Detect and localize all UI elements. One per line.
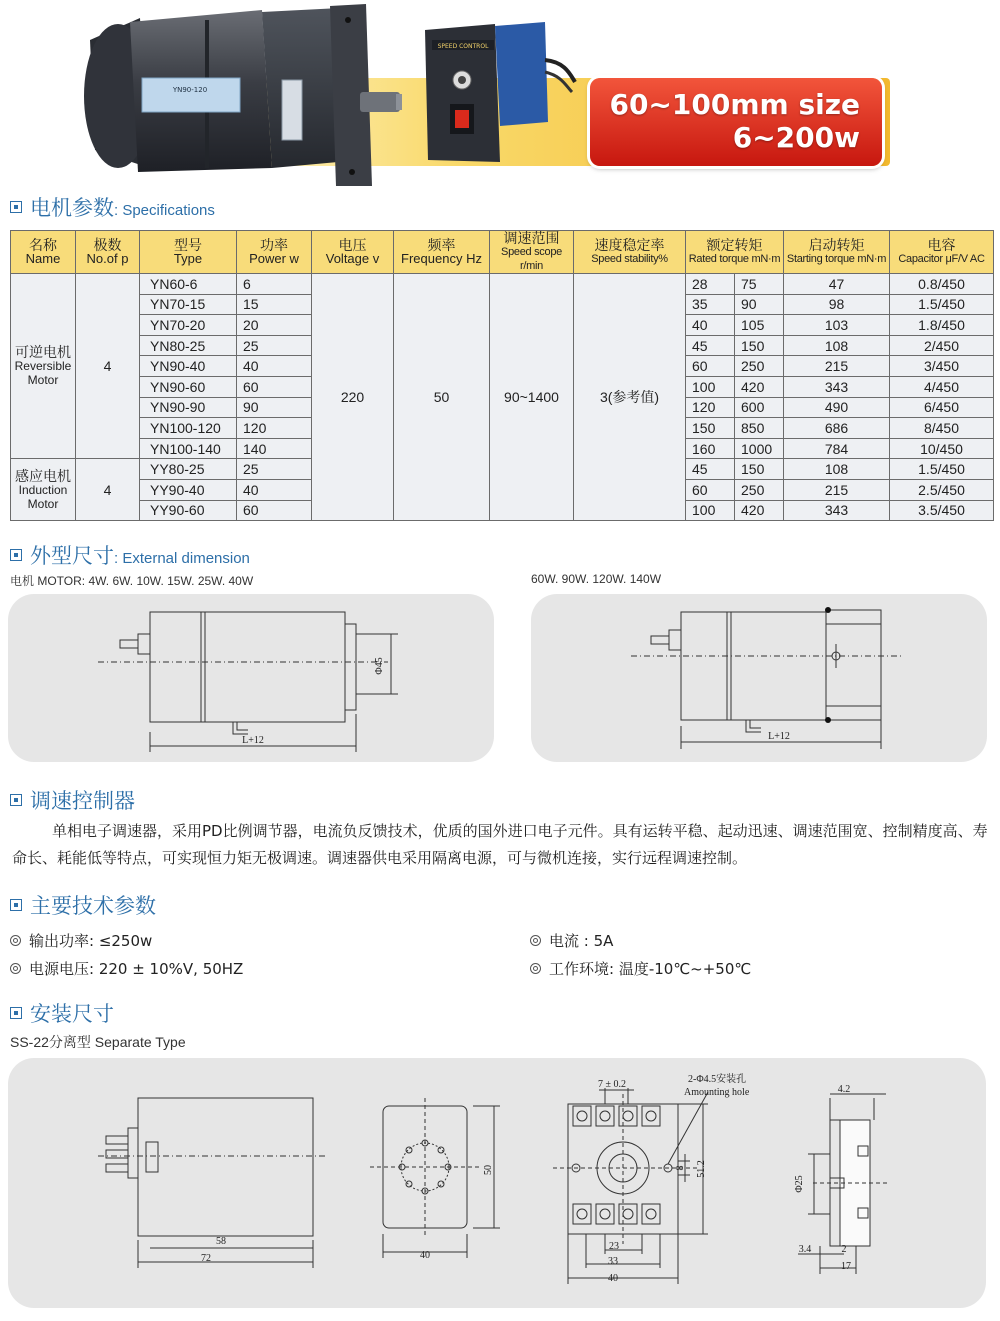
specifications-heading (10, 192, 215, 222)
starting-torque-cell: 108 (784, 459, 890, 480)
header-cn: 额定转矩 (706, 237, 763, 253)
power-cell: 140 (237, 438, 312, 459)
header-en: Name (25, 251, 61, 266)
motor-badge: YN90-120 (172, 86, 208, 94)
dim-40-front: 40 (420, 1250, 430, 1261)
param-text: 输出功率: ≤250w (29, 932, 153, 950)
header-en: No.of p (86, 251, 129, 266)
capacitor-cell: 6/450 (890, 397, 994, 418)
rated-torque-min-cell: 28 (686, 274, 735, 295)
rated-torque-max-cell: 105 (735, 315, 784, 336)
dim-72: 72 (201, 1253, 211, 1264)
stability-cell: 3(参考值) (574, 274, 686, 521)
header-cn: 调速范围 (503, 230, 560, 246)
capacitor-cell: 10/450 (890, 438, 994, 459)
install-subtitle: SS-22分离型 Separate Type (10, 1034, 186, 1050)
param-current (530, 930, 613, 951)
dim-51-2: 51.2 (696, 1160, 707, 1178)
spec-header-cell (312, 231, 394, 274)
header-cn: 启动转矩 (808, 237, 865, 253)
starting-torque-cell: 103 (784, 315, 890, 336)
param-output-power (10, 930, 152, 951)
dim-length-left: L+12 (242, 735, 264, 746)
spec-header-cell (686, 231, 784, 274)
header-cn: 电压 (338, 237, 367, 253)
dim-4-2: 4.2 (837, 1084, 851, 1095)
param-text: 电源电压: 220 ± 10%V, 50HZ (29, 960, 244, 978)
dim-17: 17 (841, 1261, 851, 1272)
group-cn: 感应电机 (15, 467, 71, 484)
motor-left-label: 电机 MOTOR: 4W. 6W. 10W. 15W. 25W. 40W (10, 574, 254, 588)
section-square-icon (10, 549, 22, 561)
type-cell: YN80-25 (140, 335, 237, 356)
rated-torque-max-cell: 600 (735, 397, 784, 418)
main-params-title: 主要技术参数 (30, 894, 156, 918)
dim-phi25: Φ25 (794, 1175, 805, 1193)
power-cell: 120 (237, 418, 312, 439)
capacitor-cell: 0.8/450 (890, 274, 994, 295)
group-cn: 可逆电机 (15, 344, 71, 361)
dim-diameter-45: Φ45 (374, 657, 385, 675)
dim-3-4: 3.4 (798, 1244, 812, 1255)
power-cell: 6 (237, 274, 312, 295)
power-cell: 15 (237, 294, 312, 315)
spec-header-cell (890, 231, 994, 274)
controller-label: SPEED CONTROL (437, 43, 489, 50)
power-cell: 90 (237, 397, 312, 418)
capacitor-cell: 3/450 (890, 356, 994, 377)
rated-torque-max-cell: 150 (735, 335, 784, 356)
section-square-icon (10, 794, 22, 806)
product-banner (0, 0, 1000, 195)
starting-torque-cell: 215 (784, 479, 890, 500)
rated-torque-min-cell: 60 (686, 356, 735, 377)
param-environment (530, 958, 751, 979)
spec-header-cell (490, 231, 574, 274)
rated-torque-max-cell: 90 (735, 294, 784, 315)
table-row (11, 274, 994, 295)
dim-40-base: 40 (608, 1273, 618, 1284)
rated-torque-min-cell: 100 (686, 376, 735, 397)
capacitor-cell: 1.5/450 (890, 294, 994, 315)
header-en: Rated torque mN·m (688, 253, 781, 265)
frequency-cell: 50 (394, 274, 490, 521)
power-cell: 20 (237, 315, 312, 336)
param-supply-voltage (10, 958, 243, 979)
rated-torque-max-cell: 420 (735, 500, 784, 521)
power-cell: 40 (237, 356, 312, 377)
speed-scope-cell: 90~1400 (490, 274, 574, 521)
rated-torque-min-cell: 40 (686, 315, 735, 336)
motor-small-drawing (8, 594, 494, 762)
rated-torque-min-cell: 120 (686, 397, 735, 418)
group-en: Motor (27, 373, 59, 388)
rated-torque-min-cell: 35 (686, 294, 735, 315)
header-en: Frequency Hz (401, 251, 482, 266)
specifications-title-cn: 电机参数 (30, 196, 114, 220)
starting-torque-cell: 343 (784, 376, 890, 397)
type-cell: YN90-90 (140, 397, 237, 418)
rated-torque-max-cell: 850 (735, 418, 784, 439)
circle-bullet-icon (530, 935, 541, 946)
type-cell: YN100-140 (140, 438, 237, 459)
header-cn: 名称 (29, 237, 57, 253)
rated-torque-max-cell: 150 (735, 459, 784, 480)
banner-size-text: 60~100mm size (609, 88, 860, 121)
header-cn: 极数 (93, 237, 122, 253)
starting-torque-cell: 108 (784, 335, 890, 356)
spec-header-cell (76, 231, 140, 274)
capacitor-cell: 2.5/450 (890, 479, 994, 500)
rated-torque-max-cell: 1000 (735, 438, 784, 459)
spec-header-cell (140, 231, 237, 274)
spec-header-cell (784, 231, 890, 274)
section-square-icon (10, 899, 22, 911)
power-cell: 60 (237, 500, 312, 521)
circle-bullet-icon (10, 963, 21, 974)
type-cell: YN70-15 (140, 294, 237, 315)
header-en: Speed scope r/min (501, 246, 562, 272)
starting-torque-cell: 343 (784, 500, 890, 521)
circle-bullet-icon (10, 935, 21, 946)
dim-7: 7 ± 0.2 (598, 1079, 626, 1090)
rated-torque-min-cell: 100 (686, 500, 735, 521)
power-cell: 25 (237, 335, 312, 356)
starting-torque-cell: 686 (784, 418, 890, 439)
type-cell: YY90-60 (140, 500, 237, 521)
header-en: Power w (249, 251, 299, 266)
dim-2: 2 (841, 1244, 847, 1255)
circle-bullet-icon (530, 963, 541, 974)
header-cn: 型号 (174, 237, 202, 253)
starting-torque-cell: 490 (784, 397, 890, 418)
starting-torque-cell: 784 (784, 438, 890, 459)
capacitor-cell: 1.5/450 (890, 459, 994, 480)
spec-header-cell (11, 231, 76, 274)
type-cell: YN90-60 (140, 376, 237, 397)
poles-cell: 4 (76, 274, 140, 459)
dim-8: 8 (675, 1165, 686, 1171)
type-cell: YN60-6 (140, 274, 237, 295)
rated-torque-min-cell: 45 (686, 335, 735, 356)
starting-torque-cell: 47 (784, 274, 890, 295)
type-cell: YY90-40 (140, 479, 237, 500)
dim-33: 33 (608, 1256, 618, 1267)
hole-note-en: Amounting hole (684, 1087, 750, 1098)
section-square-icon (10, 1007, 22, 1019)
dim-length-right: L+12 (768, 731, 790, 742)
external-title-cn: 外型尺寸 (30, 544, 114, 568)
rated-torque-max-cell: 250 (735, 479, 784, 500)
starting-torque-cell: 98 (784, 294, 890, 315)
header-en: Type (173, 251, 203, 266)
spec-header-cell (237, 231, 312, 274)
voltage-cell: 220 (312, 274, 394, 521)
banner-power-text: 6~200w (732, 121, 860, 154)
group-en: Motor (27, 496, 59, 511)
installation-drawing (8, 1058, 986, 1308)
rated-torque-max-cell: 250 (735, 356, 784, 377)
spec-header-cell (574, 231, 686, 274)
dim-23: 23 (609, 1241, 619, 1252)
rated-torque-max-cell: 75 (735, 274, 784, 295)
rated-torque-min-cell: 45 (686, 459, 735, 480)
capacitor-cell: 4/450 (890, 376, 994, 397)
starting-torque-cell: 215 (784, 356, 890, 377)
capacitor-cell: 3.5/450 (890, 500, 994, 521)
header-en: Capacitor μF/V AC (898, 253, 985, 265)
main-params-heading (10, 890, 156, 920)
external-title-en: : External dimension (114, 550, 250, 567)
dim-50: 50 (483, 1165, 494, 1175)
capacitor-cell: 1.8/450 (890, 315, 994, 336)
type-cell: YY80-25 (140, 459, 237, 480)
power-cell: 25 (237, 459, 312, 480)
motor-large-drawing (531, 594, 987, 762)
capacitor-cell: 2/450 (890, 335, 994, 356)
install-heading (10, 998, 114, 1028)
dim-58: 58 (216, 1236, 226, 1247)
controller-heading (10, 785, 135, 815)
controller-paragraph: 单相电子调速器，采用PD比例调节器，电流负反馈技术，优质的国外进口电子元件。具有运转平稳、起动迅速、调速范围宽、控制精度高、寿命长、耗能低等特点，可实现恒力矩无极调速。调速器供电采用隔离电源，可与微机连接，实行远程调速控制。 (12, 822, 988, 867)
group-en: Reversible (14, 359, 72, 374)
rated-torque-max-cell: 420 (735, 376, 784, 397)
spec-header-cell (394, 231, 490, 274)
controller-title-cn: 调速控制器 (30, 789, 135, 813)
rated-torque-min-cell: 150 (686, 418, 735, 439)
specifications-title-en: : Specifications (114, 202, 215, 219)
type-cell: YN100-120 (140, 418, 237, 439)
param-text: 工作环境: 温度-10℃~+50℃ (549, 960, 752, 978)
rated-torque-min-cell: 160 (686, 438, 735, 459)
header-cn: 速度稳定率 (594, 237, 665, 253)
external-heading (10, 540, 250, 570)
header-en: Starting torque mN·m (786, 253, 887, 265)
hole-note-cn: 2-Φ4.5安装孔 (688, 1074, 747, 1085)
motor-group-name (11, 274, 76, 459)
rated-torque-min-cell: 60 (686, 479, 735, 500)
header-cn: 功率 (260, 237, 288, 253)
header-cn: 频率 (427, 237, 456, 253)
install-title: 安装尺寸 (30, 1002, 114, 1026)
header-en: Speed stability% (591, 253, 668, 265)
group-en: Induction (18, 482, 68, 497)
header-en: Voltage v (325, 251, 380, 266)
motor-group-name (11, 459, 76, 521)
header-cn: 电容 (927, 237, 956, 253)
param-text: 电流 : 5A (549, 932, 614, 950)
section-square-icon (10, 201, 22, 213)
capacitor-cell: 8/450 (890, 418, 994, 439)
type-cell: YN70-20 (140, 315, 237, 336)
power-cell: 60 (237, 376, 312, 397)
poles-cell: 4 (76, 459, 140, 521)
controller-description (12, 818, 992, 872)
motor-right-label: 60W. 90W. 120W. 140W (531, 572, 662, 586)
power-cell: 40 (237, 479, 312, 500)
specifications-table (10, 230, 993, 518)
type-cell: YN90-40 (140, 356, 237, 377)
